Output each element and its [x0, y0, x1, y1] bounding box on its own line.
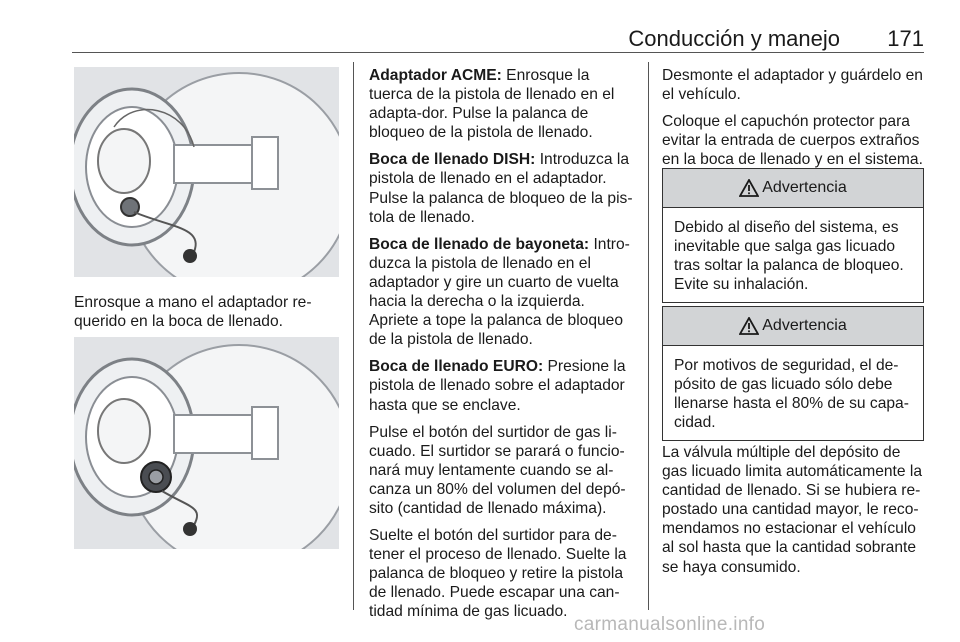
paragraph: Adaptador ACME: Enrosque la tuerca de la pistola de llenado en el adapta-dor. Pulse la palanca de bloqueo de la pistola de llenado.	[369, 67, 615, 142]
warning-title: Advertencia	[762, 317, 847, 334]
image-caption: Enrosque a mano el adaptador re-querido en la boca de llenado.	[74, 294, 312, 331]
warning-title: Advertencia	[762, 179, 847, 196]
warning-triangle-icon	[739, 179, 759, 197]
watermark: carmanualsonline.info	[574, 614, 766, 635]
fuel-door-illustration-1	[74, 67, 339, 277]
warning-header	[663, 169, 923, 208]
warning-text: Por motivos de seguridad, el de-pósito de gas licuado sólo debe llenarse hasta el 80% de su capa-cidad.	[674, 357, 909, 432]
page-number: 171	[887, 26, 924, 51]
warning-triangle-icon	[739, 317, 759, 335]
right-column-intro	[662, 66, 924, 177]
paragraph: Boca de llenado DISH: Introduzca la pistola de llenado en el adaptador. Pulse la palanca de bloqueo de la pis-tola de llenado.	[369, 151, 633, 226]
column-divider-2	[648, 62, 649, 610]
warning-box-1	[662, 168, 924, 303]
paragraph: Suelte el botón del surtidor para de-tener el proceso de llenado. Suelte la palanca de bloqueo y retire la pistola de llenado. Puede escapar una can-tidad mínima de gas licuado.	[369, 527, 627, 621]
warning-text: Debido al diseño del sistema, es inevitable que salga gas licuado tras soltar la palanca de bloqueo. Evite su inhalación.	[674, 219, 904, 294]
fuel-door-illustration-2	[74, 337, 339, 549]
paragraph: Coloque el capuchón protector para evitar la entrada de cuerpos extraños en la boca de llenado y en el sistema.	[662, 113, 923, 169]
paragraph: Pulse el botón del surtidor de gas li-cuado. El surtidor se parará o funcio-nará muy lentamente cuando se al-canza un 80% del volumen del depó-sito (cantidad de llenado máxima).	[369, 423, 626, 517]
paragraph: Desmonte el adaptador y guárdelo en el vehículo.	[662, 67, 923, 104]
paragraph: La válvula múltiple del depósito de gas licuado limita automáticamente la cantidad de llenado. Si se hubiera re-postado una cantidad mayor, le reco-mendamos no estacionar el vehículo al sol hasta que la cantidad sobrante se haya consumido.	[662, 444, 923, 576]
paragraph: Boca de llenado EURO: Presione la pistola de llenado sobre el adaptador hasta que se enclave.	[369, 358, 626, 414]
middle-column	[369, 66, 633, 630]
right-column-closing	[662, 443, 926, 585]
warning-box-2	[662, 306, 924, 441]
column-divider-1	[353, 62, 354, 610]
section-title: Conducción y manejo	[628, 26, 840, 51]
warning-header	[663, 307, 923, 346]
header-rule	[72, 52, 924, 53]
paragraph: Boca de llenado de bayoneta: Intro-duzca la pistola de llenado en el adaptador y gire un cuarto de vuelta hacia la derecha o la izquierda. Apriete a tope la palanca de bloqueo de la pistola de llenado.	[369, 235, 630, 349]
